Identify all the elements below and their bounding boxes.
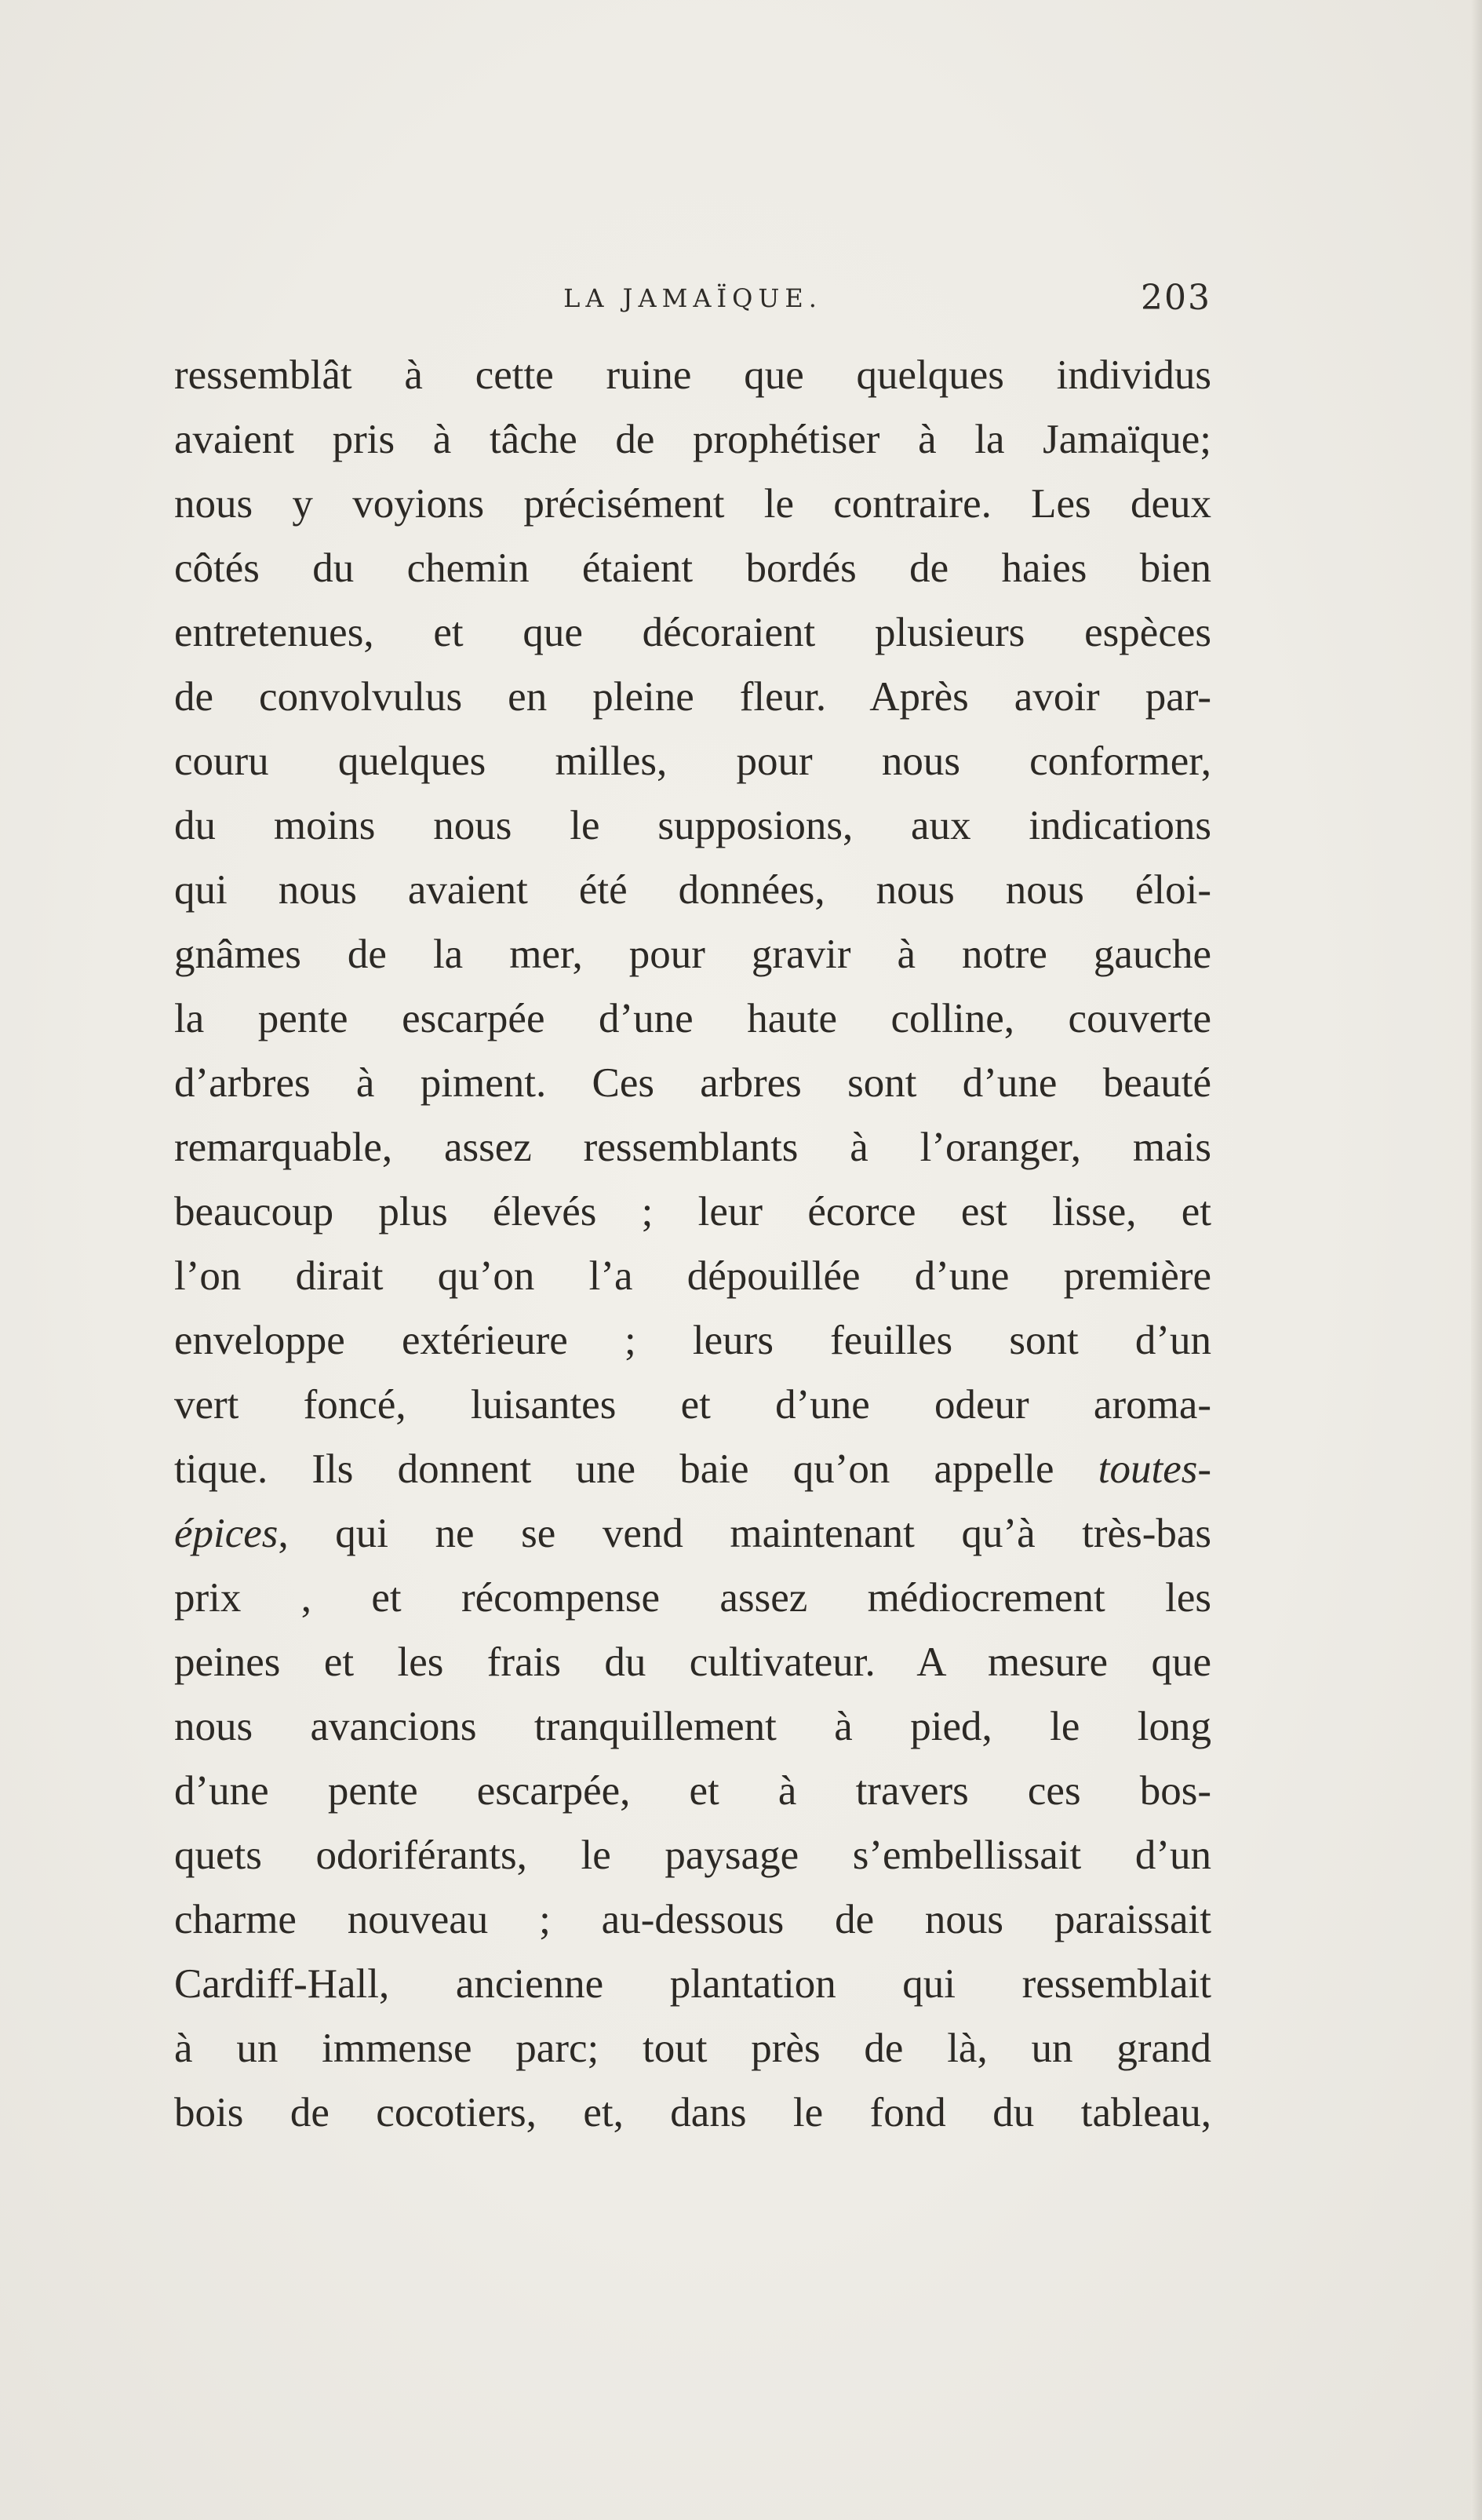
text-line: l’on dirait qu’on l’a dépouillée d’une première <box>174 1253 1211 1299</box>
text-line: peines et les frais du cultivateur. A mesure que <box>174 1639 1211 1685</box>
text-line: de convolvulus en pleine fleur. Après avoir par- <box>174 674 1211 720</box>
text-line-mixed <box>174 1437 1211 1501</box>
text-line: ressemblât à cette ruine que quelques individus <box>174 352 1211 398</box>
text-line: avaient pris à tâche de prophétiser à la Jamaïque; <box>174 417 1211 462</box>
text-line-mixed <box>174 1501 1211 1566</box>
text-line: bois de cocotiers, et, dans le fond du tableau, <box>174 2090 1211 2135</box>
text-line: prix , et récompense assez médiocrement les <box>174 1575 1211 1621</box>
text-line: à un immense parc; tout près de là, un grand <box>174 2026 1211 2071</box>
text-line: nous avancions tranquillement à pied, le long <box>174 1704 1211 1749</box>
text-line: charme nouveau ; au-dessous de nous paraissait <box>174 1897 1211 1942</box>
text-line: nous y voyions précisément le contraire. Les deux <box>174 481 1211 527</box>
body-text <box>174 343 1211 2145</box>
text-line: vert foncé, luisantes et d’une odeur aroma- <box>174 1382 1211 1428</box>
text-line: couru quelques milles, pour nous conformer, <box>174 738 1211 784</box>
text-line: remarquable, assez ressemblants à l’oranger, mais <box>174 1125 1211 1170</box>
page-number: 203 <box>1141 278 1211 318</box>
text-span: , qui ne se vend maintenant qu’à très-bas <box>278 1511 1211 1556</box>
text-line: d’arbres à piment. Ces arbres sont d’une beauté <box>174 1060 1211 1106</box>
text-line: enveloppe extérieure ; leurs feuilles sont d’un <box>174 1318 1211 1363</box>
text-line: du moins nous le supposions, aux indications <box>174 803 1211 848</box>
text-line: gnâmes de la mer, pour gravir à notre gauche <box>174 932 1211 977</box>
text-line: Cardiff-Hall, ancienne plantation qui ressemblait <box>174 1961 1211 2007</box>
text-line: qui nous avaient été données, nous nous éloi- <box>174 867 1211 913</box>
text-span: tique. Ils donnent une baie qu’on appelle <box>174 1446 1098 1492</box>
text-line: entretenues, et que décoraient plusieurs espèces <box>174 610 1211 655</box>
text-line: d’une pente escarpée, et à travers ces bos- <box>174 1768 1211 1814</box>
italic-term: épices <box>174 1511 279 1556</box>
running-title: LA JAMAÏQUE. <box>563 283 822 313</box>
text-line: quets odoriférants, le paysage s’embellissait d’un <box>174 1833 1211 1878</box>
running-head <box>174 275 1211 322</box>
text-line: la pente escarpée d’une haute colline, couverte <box>174 996 1211 1041</box>
page-edge-shadow <box>1471 0 1482 2520</box>
italic-term: toutes- <box>1098 1446 1211 1492</box>
text-line: beaucoup plus élevés ; leur écorce est lisse, et <box>174 1189 1211 1234</box>
text-line: côtés du chemin étaient bordés de haies bien <box>174 545 1211 591</box>
